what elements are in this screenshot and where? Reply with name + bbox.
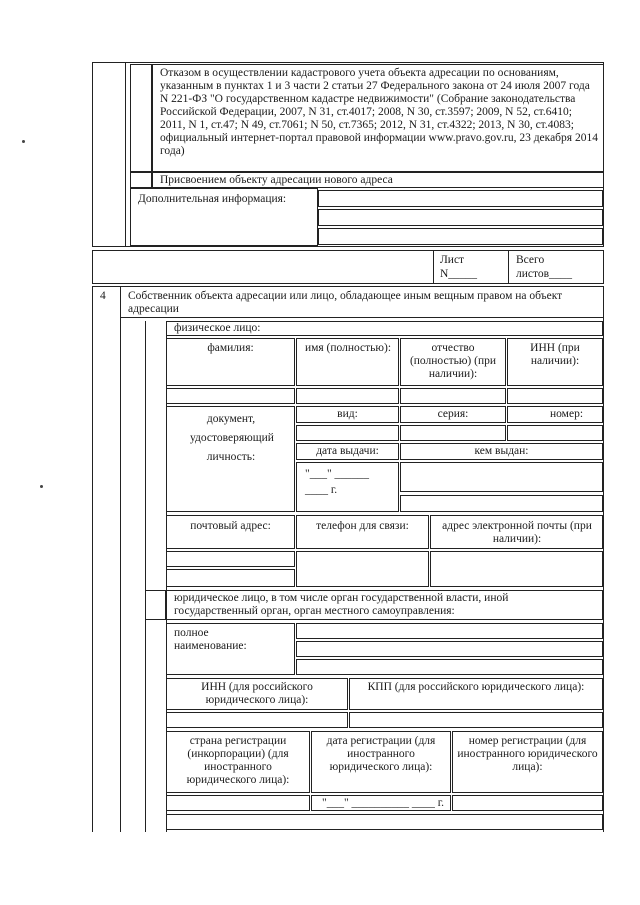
additional-info-label: Дополнительная информация: [138,193,287,205]
patronymic-label: отчество (полностью) (при наличии): [409,342,497,380]
legal-checkbox[interactable] [145,590,166,620]
scan-dot [40,485,43,488]
issued-by-field-2[interactable] [400,495,603,512]
number-label: номер: [550,408,584,420]
legal-kpp-field[interactable] [349,712,603,728]
surname-field[interactable] [166,388,295,404]
sheet-total-sheets: листов____ [516,268,573,280]
reg-date-line: "___" __________ ____ г. [322,797,445,809]
refusal-text: Отказом в осуществлении кадастрового учета объекта адресации по основаниям, указанным в пунктах 1 и 3 части 2 статьи 27 Федерального закона от 24 июля 2007 года N 221-ФЗ "О государственном кадастре недвижимости" (Собрание законодательства Российской Федерации, 2007, N 31, ст.4017; 2008, N 30, ст.3597; 2009, N 52, ст.6410; 2011, N 1, ст.47; N 49, ст.7061; N 50, ст.7365; 2012, N 31, ст.4322; 2013, N 30, ст.4083; официальный интернет-портал правовой информации www.pravo.gov.ru, 23 декабря 2014 года) [160,67,598,157]
full-name-field-2[interactable] [296,641,603,657]
postal-label: почтовый адрес: [190,520,271,532]
series-field[interactable] [400,425,506,441]
phone-field[interactable] [296,551,429,587]
legal-bottom-field[interactable] [166,814,603,830]
full-name-field-3[interactable] [296,659,603,675]
sheet-list-n: N_____ [440,268,478,280]
full-name-label: полное наименование: [174,627,247,652]
issued-by-field-1[interactable] [400,462,603,492]
patronymic-field[interactable] [400,388,506,404]
additional-info-line-2[interactable] [318,209,603,226]
reg-number-label: номер регистрации (для иностранного юридического лица): [457,735,598,773]
number-field[interactable] [507,425,603,441]
reg-date-label: дата регистрации (для иностранного юридического лица): [326,735,436,773]
issue-date-line-1: "___" ______ [305,468,370,480]
issued-by-label: кем выдан: [474,445,529,457]
phone-label: телефон для связи: [316,520,409,532]
doc-label: документ, удостоверяющий личность: [190,413,274,463]
additional-info-line-3[interactable] [318,228,603,245]
sec4-inner-left-1 [145,321,146,832]
legal-inn-label: ИНН (для российского юридического лица): [201,681,313,706]
name-label: имя (полностью): [304,342,392,354]
legal-kpp-label: КПП (для российского юридического лица): [367,681,585,693]
new-address-text: Присвоением объекту адресации нового адреса [160,174,393,186]
inn-label: ИНН (при наличии): [530,342,580,367]
sec4-title: Собственник объекта адресации или лицо, обладающее иным вещным правом на объект адресации [128,290,563,315]
individual-label: физическое лицо: [174,322,261,334]
additional-info-line-1[interactable] [318,190,603,207]
reg-number-field[interactable] [452,795,603,811]
legal-inn-field[interactable] [166,712,348,728]
kind-field[interactable] [296,425,399,441]
sec4-right-border [603,286,604,832]
new-address-checkbox[interactable] [130,172,152,188]
refusal-checkbox[interactable] [130,64,152,172]
issue-date-line-2: ____ г. [305,484,338,496]
top-left-rule [125,62,126,247]
postal-field-1[interactable] [166,551,295,567]
surname-label: фамилия: [207,342,254,354]
sec4-number: 4 [100,290,106,302]
legal-label: юридическое лицо, в том числе орган государственной власти, иной государственный орган, орган местного самоуправления: [174,592,509,617]
reg-country-field[interactable] [166,795,310,811]
sheet-total-label: Всего [516,254,545,266]
postal-field-2[interactable] [166,569,295,587]
kind-label: вид: [337,408,358,420]
issue-date-label: дата выдачи: [316,445,379,457]
sec4-num-divider [120,286,121,832]
email-field[interactable] [430,551,603,587]
sheet-divider-1 [433,250,434,284]
full-name-field-1[interactable] [296,623,603,639]
sec4-title-bottom [120,317,604,318]
sheet-divider-2 [508,250,509,284]
sheet-list-label: Лист [440,254,465,266]
name-field[interactable] [296,388,399,404]
reg-country-label: страна регистрации (инкорпорации) (для иностранного юридического лица): [186,735,290,786]
series-label: серия: [437,408,469,420]
scan-dot [22,140,25,143]
email-label: адрес электронной почты (при наличии): [442,520,592,545]
inn-field[interactable] [507,388,603,404]
sec4-top-border [92,286,604,287]
sec4-left-border [92,286,93,832]
